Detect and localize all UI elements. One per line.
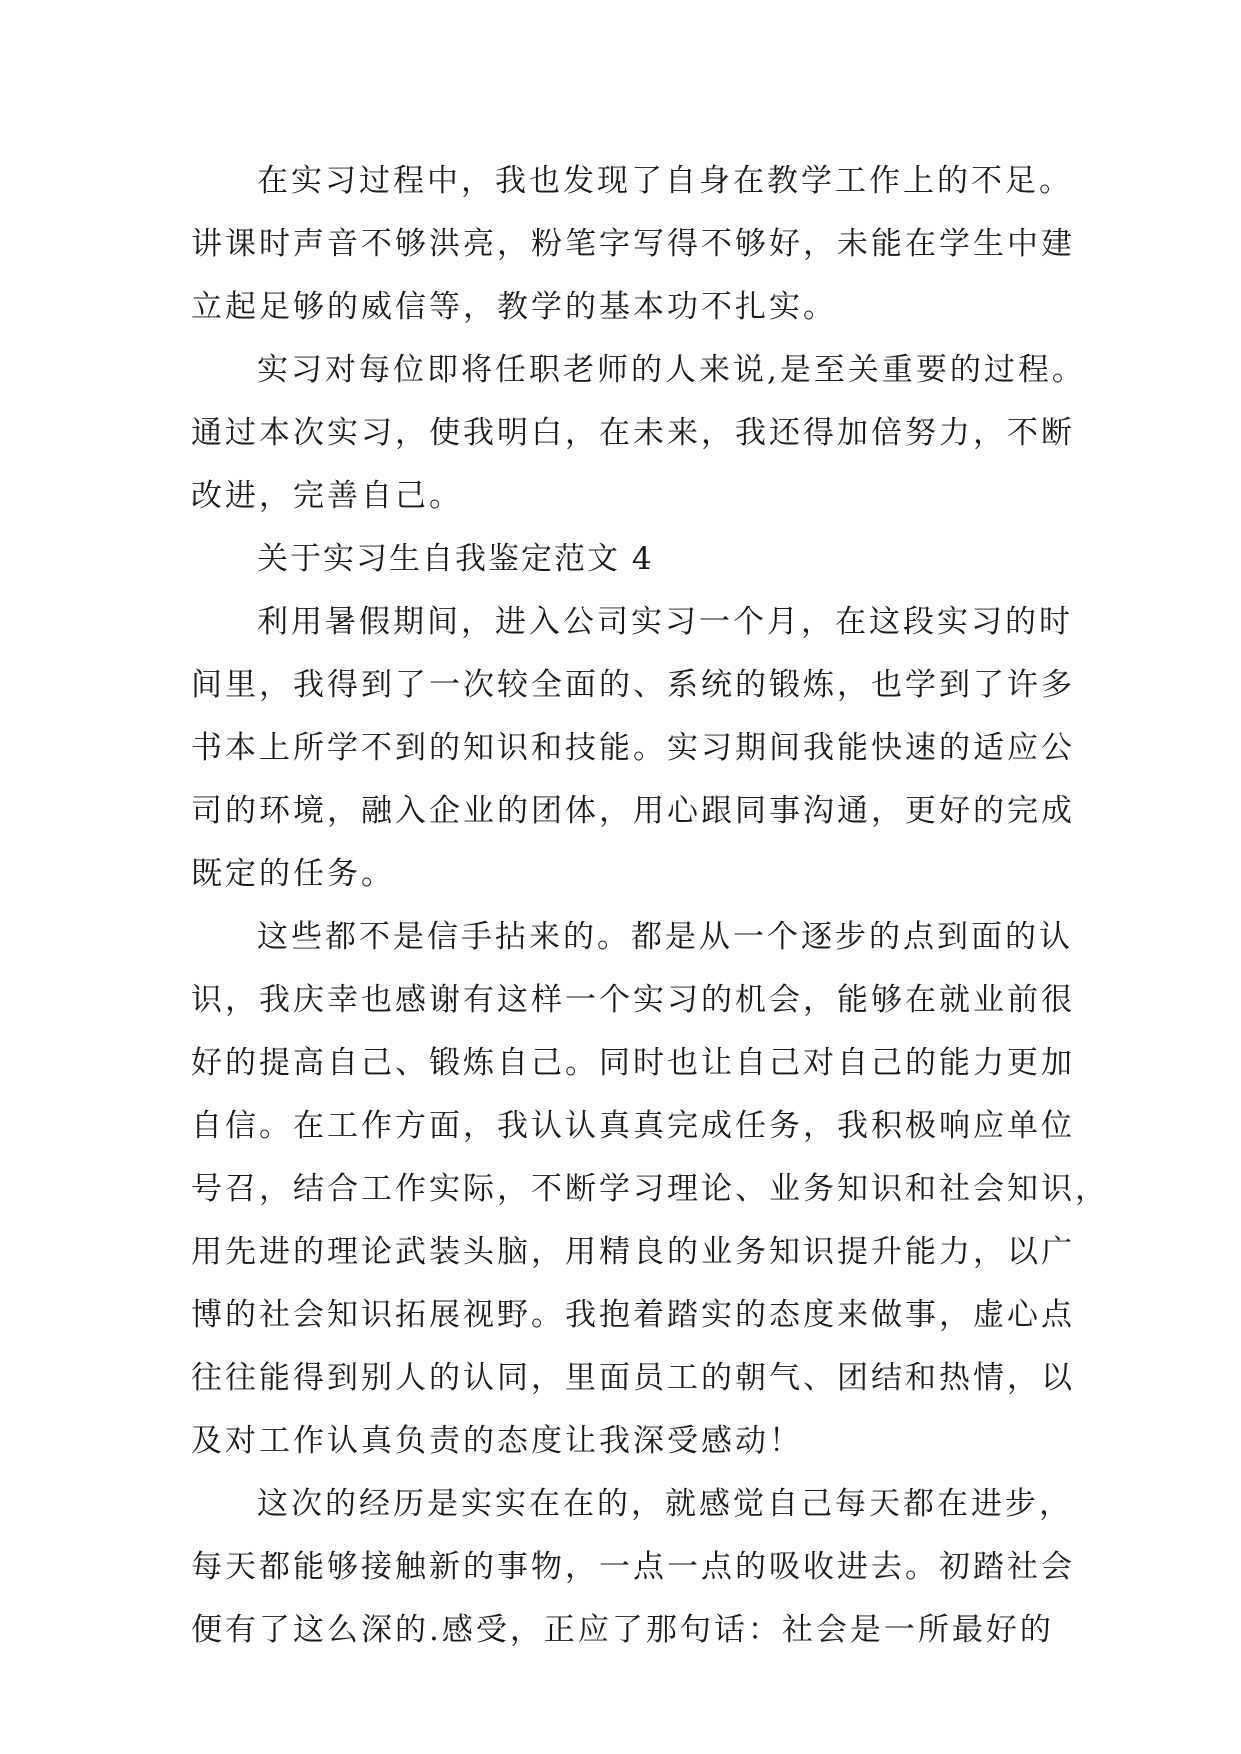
text-line: 实习对每位即将任职老师的人来说,是至关重要的过程。 <box>257 352 1086 388</box>
text-line: 利用暑假期间，进入公司实习一个月，在这段实习的时 <box>257 604 1073 640</box>
text-line: 这次的经历是实实在在的，就感觉自己每天都在进步， <box>257 1486 1073 1522</box>
text-line: 博的社会知识拓展视野。我抱着踏实的态度来做事，虚心点 <box>191 1297 1075 1333</box>
text-line: 讲课时声音不够洪亮，粉笔字写得不够好，未能在学生中建 <box>191 226 1075 262</box>
paragraph <box>191 1473 1075 1662</box>
text-line: 间里，我得到了一次较全面的、系统的锻炼，也学到了许多 <box>191 667 1075 703</box>
text-line: 书本上所学不到的知识和技能。实习期间我能快速的适应公 <box>191 730 1075 766</box>
text-line: 既定的任务。 <box>191 856 395 892</box>
text-line: 通过本次实习，使我明白，在未来，我还得加倍努力，不断 <box>191 415 1075 451</box>
section-heading <box>191 528 1071 591</box>
text-line: 在实习过程中，我也发现了自身在教学工作上的不足。 <box>257 163 1073 199</box>
document-body <box>191 150 1109 1662</box>
text-line: 识，我庆幸也感谢有这样一个实习的机会，能够在就业前很 <box>191 982 1075 1018</box>
text-line: 改进，完善自己。 <box>191 478 463 514</box>
text-line: 司的环境，融入企业的团体，用心跟同事沟通，更好的完成 <box>191 793 1075 829</box>
paragraph <box>191 906 1109 1473</box>
text-line: 便有了这么深的.感受，正应了那句话：社会是一所最好的 <box>191 1612 1054 1648</box>
text-line: 往往能得到别人的认同，里面员工的朝气、团结和热情，以 <box>191 1360 1075 1396</box>
text-line: 好的提高自己、锻炼自己。同时也让自己对自己的能力更加 <box>191 1045 1075 1081</box>
section-heading-text: 关于实习生自我鉴定范文 4 <box>257 541 654 577</box>
text-line: 号召，结合工作实际，不断学习理论、业务知识和社会知识， <box>191 1171 1109 1207</box>
text-line: 每天都能够接触新的事物，一点一点的吸收进去。初踏社会 <box>191 1549 1075 1585</box>
text-line: 自信。在工作方面，我认认真真完成任务，我积极响应单位 <box>191 1108 1075 1144</box>
text-line: 用先进的理论武装头脑，用精良的业务知识提升能力，以广 <box>191 1234 1075 1270</box>
text-line: 这些都不是信手拈来的。都是从一个逐步的点到面的认 <box>257 919 1073 955</box>
paragraph <box>191 339 1086 528</box>
paragraph <box>191 150 1075 339</box>
text-line: 立起足够的威信等，教学的基本功不扎实。 <box>191 289 837 325</box>
paragraph <box>191 591 1075 906</box>
text-line: 及对工作认真负责的态度让我深受感动！ <box>191 1423 803 1459</box>
